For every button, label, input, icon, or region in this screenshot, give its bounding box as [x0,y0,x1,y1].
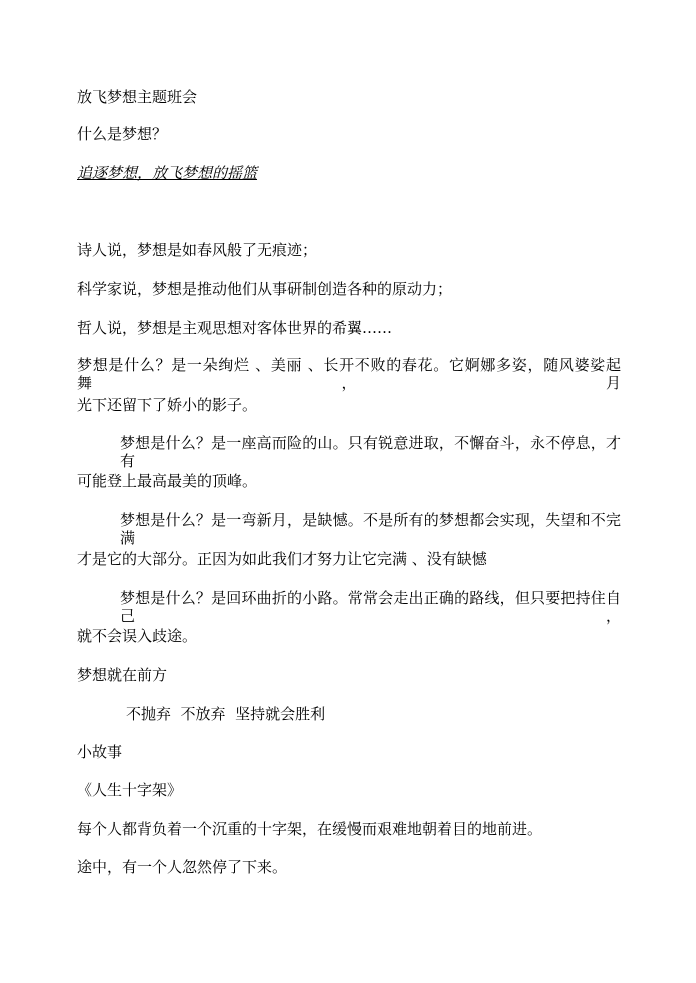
subtitle: 追逐梦想，放飞梦想的摇篮 [77,164,258,182]
flower-line-1: 梦想是什么？是一朵绚烂 、美丽 、长开不败的春花。它婀娜多姿，随风婆娑起舞，月 [77,356,621,392]
mountain-line-1: 梦想是什么？是一座高而险的山。只有锐意进取，不懈奋斗，永不停息，才有 [120,434,621,470]
story-title: 《人生十字架》 [77,781,183,799]
motto-line: 不抛弃 不放弃 坚持就会胜利 [126,705,326,723]
story-line-2: 途中，有一个人忽然停了下来。 [77,858,288,876]
philosopher-line: 哲人说，梦想是主观思想对客体世界的希翼…… [77,319,393,337]
story-label: 小故事 [77,743,123,761]
document-title: 放飞梦想主题班会 [77,88,198,106]
road-line-1: 梦想是什么？是回环曲折的小路。常常会走出正确的路线，但只要把持住自己， [120,589,621,625]
moon-line-2: 才是它的大部分。正因为如此我们才努力让它完满 、没有缺憾 [77,550,487,568]
dream-ahead-heading: 梦想就在前方 [77,666,168,684]
question-heading: 什么是梦想？ [77,125,168,143]
flower-line-2: 光下还留下了娇小的影子。 [77,396,258,414]
mountain-line-2: 可能登上最高最美的顶峰。 [77,472,258,490]
moon-line-1: 梦想是什么？是一弯新月，是缺憾。不是所有的梦想都会实现，失望和不完满 [120,511,621,547]
story-line-1: 每个人都背负着一个沉重的十字架，在缓慢而艰难地朝着目的地前进。 [77,820,543,838]
scientist-line: 科学家说，梦想是推动他们从事研制创造各种的原动力； [77,280,453,298]
poet-line: 诗人说，梦想是如春风般了无痕迹； [77,241,318,259]
road-line-2: 就不会误入歧途。 [77,627,198,645]
